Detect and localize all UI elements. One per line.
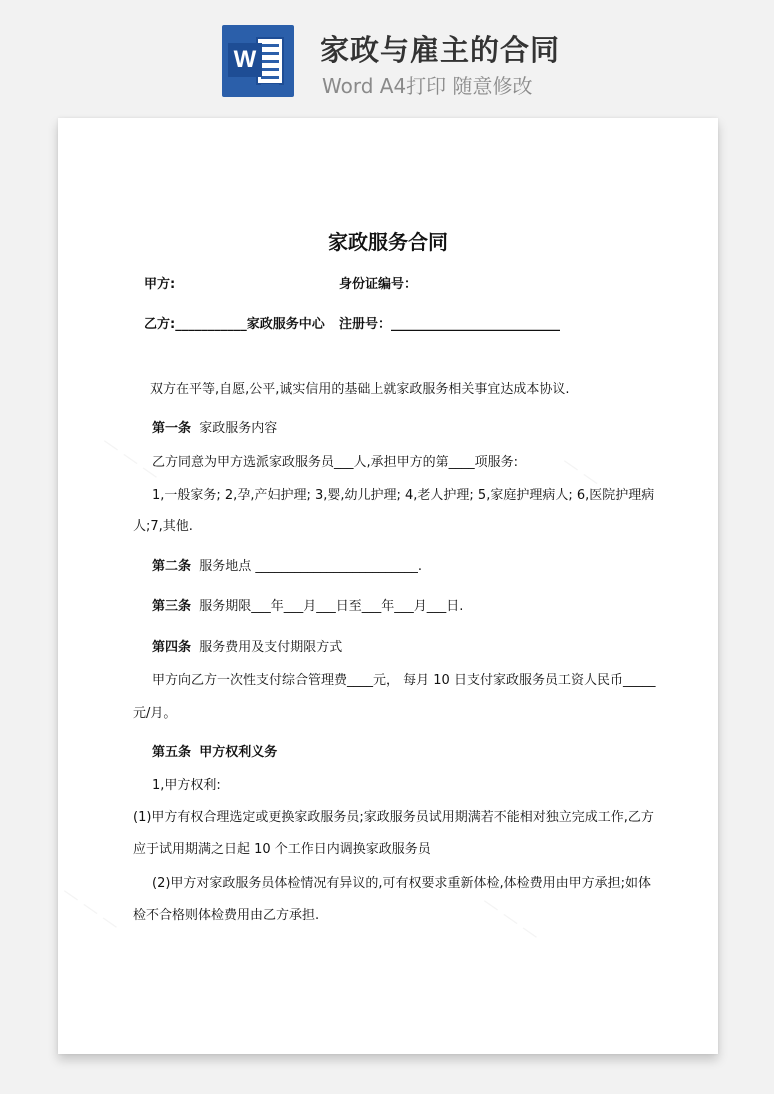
article-1-number: 第一条 <box>152 421 192 436</box>
article-4-line-2: 元/月。 <box>133 706 177 721</box>
article-1-heading <box>152 420 277 438</box>
article-4-line-1: 甲方向乙方一次性支付综合管理费____元， 每月 10 日支付家政服务员工资人民币_____ <box>152 673 656 688</box>
article-4-title: 服务费用及支付期限方式 <box>199 640 343 655</box>
banner-title: 家政与雇主的合同 <box>320 33 561 67</box>
word-icon <box>222 25 294 97</box>
watermark: — — — <box>97 431 164 486</box>
document-page <box>58 118 718 1054</box>
registration-line: 注册号：__________________________ <box>339 317 561 332</box>
banner <box>0 0 774 110</box>
watermark: — — — <box>477 891 544 946</box>
intro-paragraph: 双方在平等,自愿,公平,诚实信用的基础上就家政服务相关事宜达成本协议. <box>150 382 570 397</box>
banner-subtitle: Word A4打印 随意修改 <box>322 74 533 98</box>
id-number-label: 身份证编号： <box>339 277 418 292</box>
article-3-number: 第三条 <box>152 599 192 614</box>
article-5-clause-2-line-1: (2)甲方对家政服务员体检情况有异议的,可有权要求重新体检,体检费用由甲方承担;如体 <box>152 876 652 891</box>
watermark: — — — <box>57 881 124 936</box>
party-b-line: 乙方:___________家政服务中心 <box>144 317 325 332</box>
article-5-clause-2-line-2: 检不合格则体检费用由乙方承担. <box>133 908 320 923</box>
article-5-number: 第五条 <box>152 745 192 760</box>
article-2-number: 第二条 <box>152 559 192 574</box>
article-1-title: 家政服务内容 <box>199 421 278 436</box>
logo-letter: W <box>228 43 262 77</box>
watermark: — — — <box>557 451 624 506</box>
document-title: 家政服务合同 <box>328 230 448 254</box>
article-1-list-line-2: 人;7,其他. <box>133 519 193 534</box>
article-5-title: 甲方权利义务 <box>199 745 278 760</box>
party-a-label: 甲方: <box>144 277 176 292</box>
article-5-clause-1-line-2: 应于试用期满之日起 10 个工作日内调换家政服务员 <box>133 842 431 857</box>
article-1-list-line-1: 1,一般家务; 2,孕,产妇护理; 3,婴,幼儿护理; 4,老人护理; 5,家庭护理病人; 6,医院护理病 <box>152 488 655 503</box>
article-3-text: 服务期限___年___月___日至___年___月___日. <box>199 599 464 614</box>
article-2-text: 服务地点 _________________________. <box>199 559 423 574</box>
article-4-number: 第四条 <box>152 640 192 655</box>
article-5-subheading: 1,甲方权利: <box>152 778 221 793</box>
article-4-heading <box>152 639 342 657</box>
article-1-paragraph: 乙方同意为甲方选派家政服务员___人,承担甲方的第____项服务: <box>152 455 519 470</box>
article-5-clause-1-line-1: (1)甲方有权合理选定或更换家政服务员;家政服务员试用期满若不能相对独立完成工作,乙方 <box>133 810 654 825</box>
article-5-heading <box>152 744 277 762</box>
article-2-heading <box>152 558 422 576</box>
article-3-heading <box>152 598 463 616</box>
